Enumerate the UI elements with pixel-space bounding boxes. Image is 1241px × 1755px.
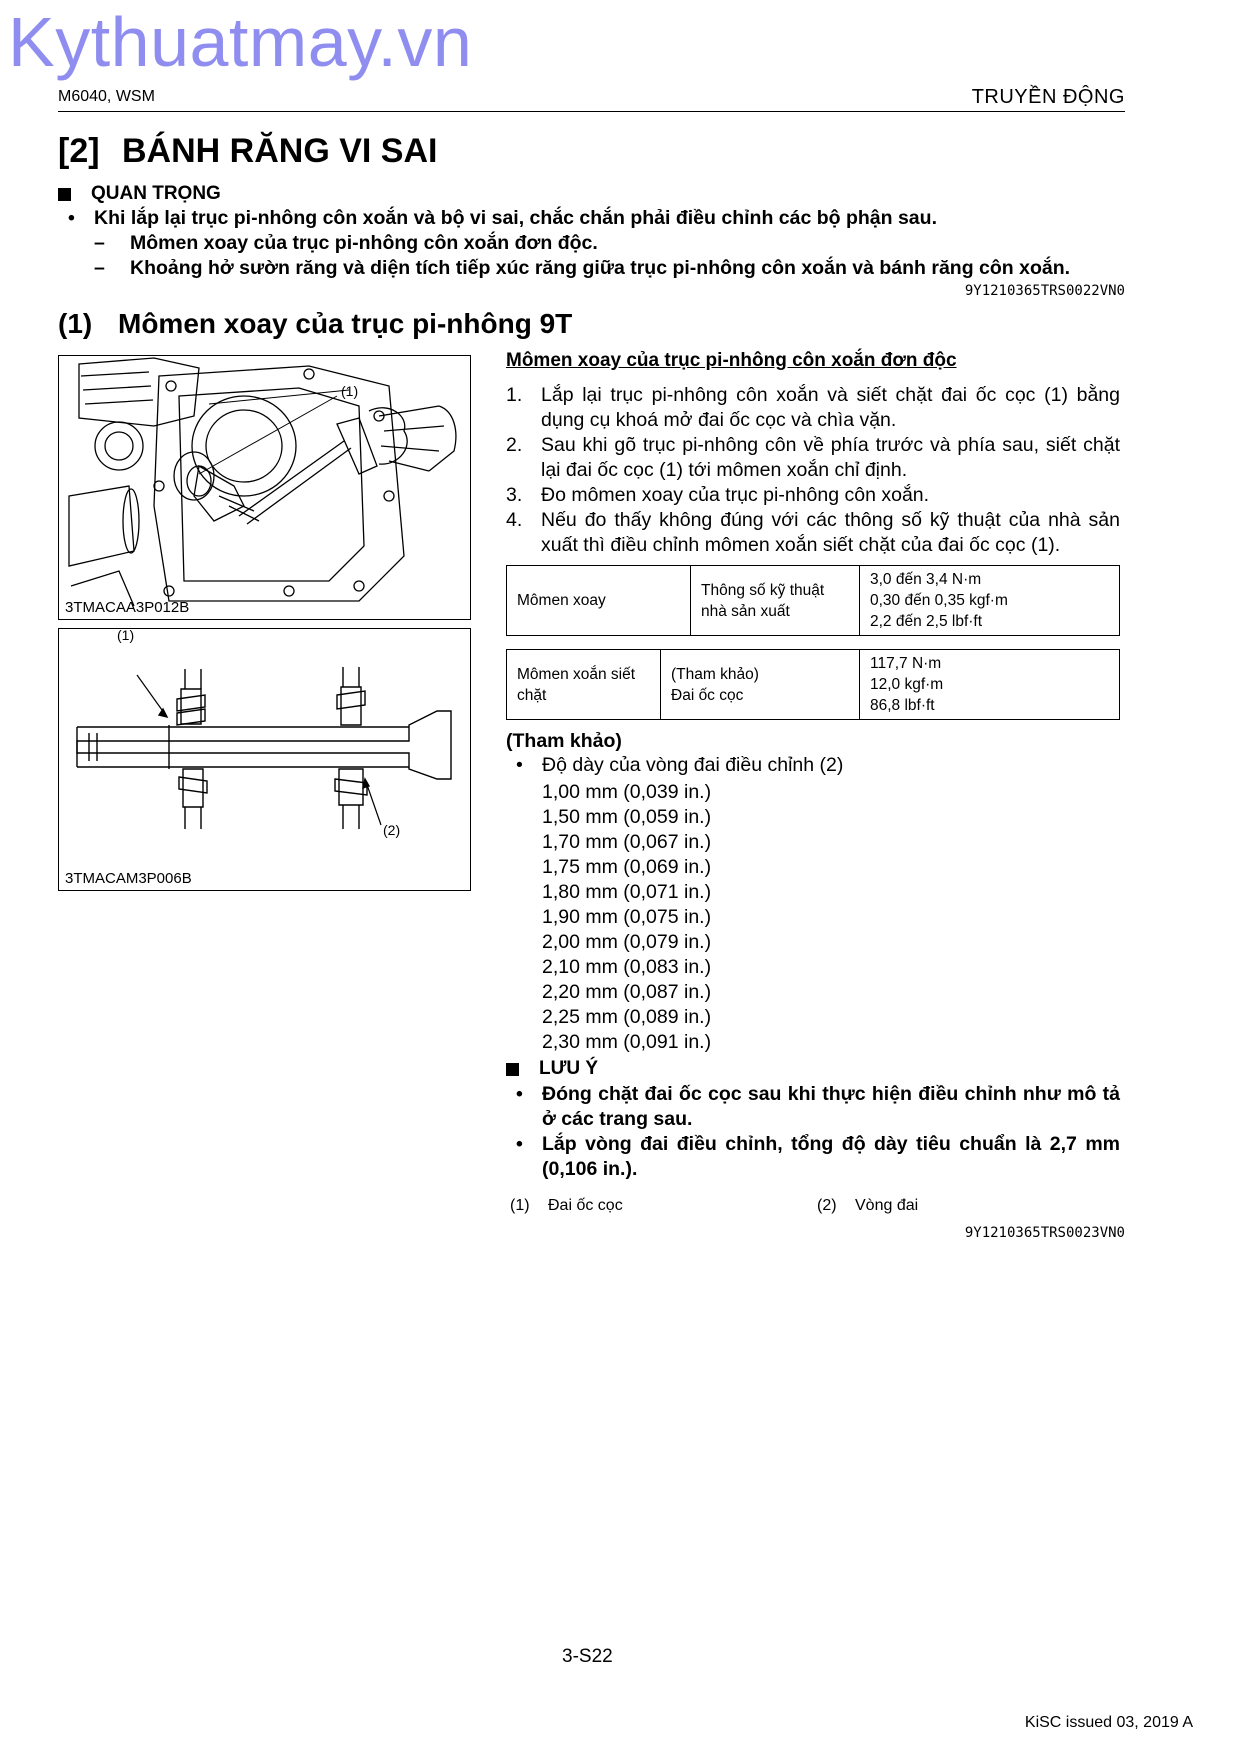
- important-label-text: QUAN TRỌNG: [91, 183, 221, 204]
- legend-item: [510, 1197, 623, 1215]
- procedure-step: [506, 383, 1120, 433]
- procedure-step: [506, 433, 1120, 483]
- step-number: 1.: [506, 384, 523, 406]
- step-text: Lắp lại trục pi-nhông côn xoắn và siết chặt đai ốc cọc (1) bằng dụng cụ khoá mở đai ốc cọc và chìa vặn.: [541, 384, 1120, 431]
- page-number: 3-S22: [562, 1646, 613, 1667]
- important-dash-item: [94, 232, 598, 255]
- list-item: 1,80 mm (0,071 in.): [542, 881, 712, 903]
- gearcase-wrench-illustration: [59, 356, 470, 619]
- table-value: 0,30 đến 0,35 kgf·m: [870, 592, 1008, 609]
- reference-bullet-text: Độ dày của vòng đai điều chỉnh (2): [542, 754, 844, 776]
- table-value: 2,2 đến 2,5 lbf·ft: [870, 613, 983, 630]
- table-value: 86,8 lbf·ft: [870, 697, 935, 714]
- figure2-code: 3TMACAM3P006B: [65, 870, 192, 887]
- note-text: Đóng chặt đai ốc cọc sau khi thực hiện điều chỉnh như mô tả ở các trang sau.: [542, 1083, 1120, 1130]
- figure-pinion-nut-tightening: [58, 355, 471, 620]
- step-text: Đo mômen xoay của trục pi-nhông côn xoắn.: [541, 484, 930, 506]
- list-item: 1,50 mm (0,059 in.): [542, 806, 712, 828]
- table-value: 117,7 N·m: [870, 655, 942, 672]
- bullet-icon: •: [68, 207, 75, 229]
- table-reference-note: (Tham khảo): [671, 665, 759, 683]
- note-list: [516, 1082, 1120, 1182]
- shim-thickness-list: [542, 780, 711, 1055]
- section-title-text: BÁNH RĂNG VI SAI: [122, 132, 438, 170]
- spec-table-rotating-torque: [506, 565, 1120, 636]
- list-item: 2,10 mm (0,083 in.): [542, 956, 712, 978]
- section-number: [2]: [58, 132, 100, 170]
- square-bullet-icon: [58, 188, 71, 201]
- issued-note: KiSC issued 03, 2019 A: [1024, 1714, 1193, 1731]
- step-number: 4.: [506, 509, 523, 531]
- table-cell-condition: [661, 650, 860, 720]
- important-dash-text: Mômen xoay của trục pi-nhông côn xoắn đơn độc.: [130, 232, 598, 254]
- note-text: Lắp vòng đai điều chỉnh, tổng độ dày tiêu chuẩn là 2,7 mm (0,106 in.).: [542, 1133, 1120, 1180]
- bullet-icon: •: [516, 1083, 523, 1105]
- table-cell-condition: Thông số kỹ thuật nhà sản xuất: [691, 566, 860, 636]
- header-chapter: TRUYỀN ĐỘNG: [971, 86, 1125, 108]
- legend-label: Đai ốc cọc: [548, 1197, 623, 1214]
- header-doc-id: M6040, WSM: [58, 88, 155, 105]
- spec-table-tightening-torque: [506, 649, 1120, 720]
- figure1-callout-1: (1): [341, 383, 359, 399]
- procedure-steps: [506, 383, 1120, 558]
- section-title: [58, 132, 437, 171]
- reference-heading: (Tham khảo): [506, 730, 622, 752]
- step-text: Sau khi gõ trục pi-nhông côn về phía trước và phía sau, siết chặt lại đai ốc cọc (1) tới mômen xoắn chỉ định.: [541, 434, 1120, 481]
- legend-key: (1): [510, 1197, 530, 1214]
- subsection-title: [58, 308, 572, 340]
- note-item: [516, 1082, 1120, 1132]
- list-item: 2,00 mm (0,079 in.): [542, 931, 712, 953]
- legend-item: [817, 1197, 918, 1215]
- pinion-shaft-illustration: [59, 629, 470, 890]
- table-value: 3,0 đến 3,4 N·m: [870, 571, 982, 588]
- figure1-code: 3TMACAA3P012B: [65, 599, 190, 616]
- list-item: 1,70 mm (0,067 in.): [542, 831, 712, 853]
- legend-label: Vòng đai: [855, 1197, 919, 1214]
- procedure-step: [506, 508, 1120, 558]
- important-dash-text: Khoảng hở sườn răng và diện tích tiếp xúc răng giữa trục pi-nhông côn xoắn và bánh răng côn xoắn.: [130, 257, 1071, 279]
- table-row: [507, 566, 1120, 636]
- bullet-icon: •: [516, 754, 523, 776]
- note-label: [506, 1058, 598, 1080]
- watermark: Kythuatmay.vn: [8, 3, 473, 81]
- important-bullet: [68, 207, 937, 230]
- reference-bullet: [516, 754, 843, 777]
- table-row: [507, 650, 1120, 720]
- list-item: 2,20 mm (0,087 in.): [542, 981, 712, 1003]
- important-bullet-text: Khi lắp lại trục pi-nhông côn xoắn và bộ vi sai, chắc chắn phải điều chỉnh các bộ phận sau.: [94, 207, 937, 229]
- procedure-heading: Mômen xoay của trục pi-nhông côn xoắn đơn độc: [506, 350, 957, 371]
- square-bullet-icon: [506, 1063, 519, 1076]
- table-cell-label: Mômen xoắn siết chặt: [507, 650, 661, 720]
- note-label-text: LƯU Ý: [539, 1058, 599, 1079]
- step-number: 3.: [506, 484, 523, 506]
- figure2-callout-1: (1): [117, 627, 135, 643]
- table-part-name: Đai ốc cọc: [671, 686, 744, 704]
- list-item: 2,30 mm (0,091 in.): [542, 1031, 712, 1053]
- subsection-title-text: Mômen xoay của trục pi-nhông 9T: [118, 308, 573, 339]
- subsection-number: (1): [58, 308, 93, 339]
- table-cell-label: Mômen xoay: [507, 566, 691, 636]
- table-cell-values: [860, 650, 1120, 720]
- table-cell-values: [860, 566, 1120, 636]
- figure2-callout-2: (2): [383, 822, 401, 838]
- legend-key: (2): [817, 1197, 837, 1214]
- header-rule: [58, 111, 1125, 112]
- list-item: 1,90 mm (0,075 in.): [542, 906, 712, 928]
- important-dash-item: [94, 257, 1070, 280]
- list-item: 2,25 mm (0,089 in.): [542, 1006, 712, 1028]
- step-number: 2.: [506, 434, 523, 456]
- figure-pinion-shaft: [58, 628, 471, 891]
- list-item: 1,75 mm (0,069 in.): [542, 856, 712, 878]
- note-item: [516, 1132, 1120, 1182]
- important-label: [58, 183, 221, 205]
- table-value: 12,0 kgf·m: [870, 676, 944, 693]
- dash-icon: –: [94, 232, 105, 254]
- list-item: 1,00 mm (0,039 in.): [542, 781, 712, 803]
- step-text: Nếu đo thấy không đúng với các thông số kỹ thuật của nhà sản xuất thì điều chỉnh mômen xoắn siết chặt của đai ốc cọc (1).: [541, 509, 1120, 556]
- bullet-icon: •: [516, 1133, 523, 1155]
- reference-code: 9Y1210365TRS0023VN0: [964, 1225, 1125, 1241]
- reference-code: 9Y1210365TRS0022VN0: [964, 283, 1125, 299]
- procedure-step: [506, 483, 1120, 508]
- dash-icon: –: [94, 257, 105, 279]
